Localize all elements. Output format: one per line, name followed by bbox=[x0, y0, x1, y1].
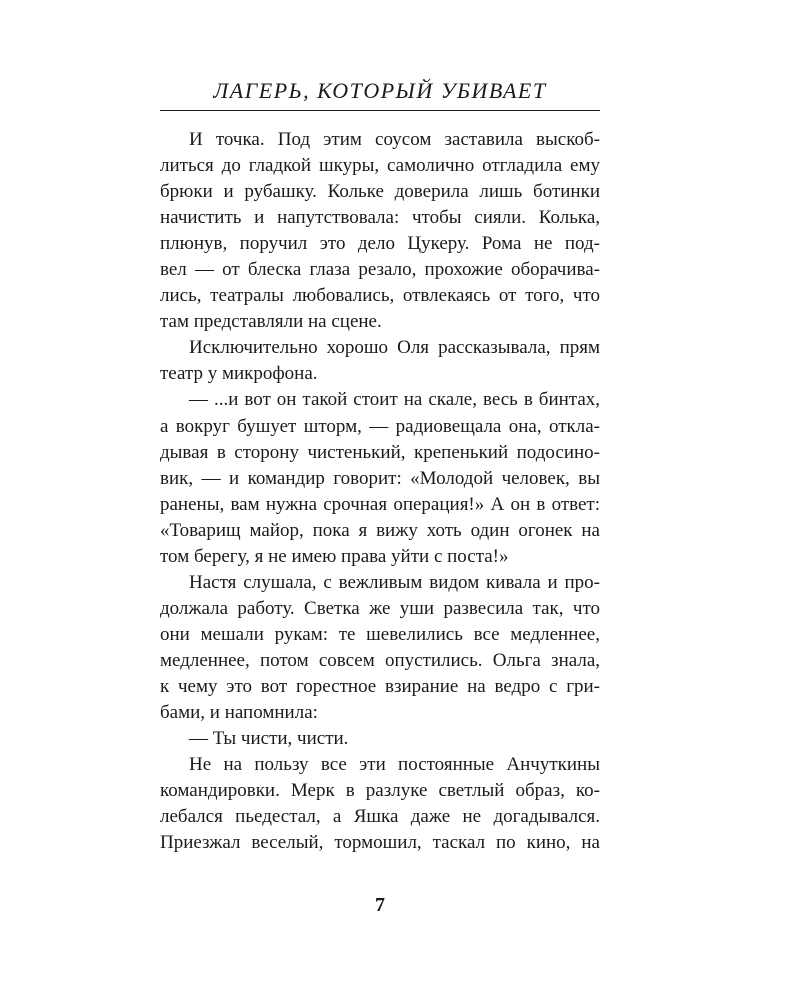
text-line: вик, — и командир говорит: «Молодой человек, вы bbox=[160, 467, 600, 489]
text-line: И точка. Под этим соусом заставила выскоб- bbox=[189, 129, 600, 150]
text-line: лебался пьедестал, а Яшка даже не догадывался. bbox=[160, 806, 600, 828]
text-line: должала работу. Светка же уши развесила так, что bbox=[160, 597, 600, 619]
text-line: театр у микрофона. bbox=[160, 363, 318, 385]
header-rule bbox=[160, 110, 600, 111]
text-line: вел — от блеска глаза резало, прохожие оборачива- bbox=[160, 259, 600, 281]
text-line: к чему это вот горестное взирание на ведро с гри- bbox=[160, 675, 600, 697]
text-line: ранены, вам нужна срочная операция!» А он в ответ: bbox=[160, 493, 600, 515]
text-line: начистить и напутствовала: чтобы сияли. Колька, bbox=[160, 207, 600, 229]
text-line: «Товарищ майор, пока я вижу хоть один огонек на bbox=[160, 519, 600, 541]
body-text bbox=[160, 127, 600, 856]
text-line: — ...и вот он такой стоит на скале, весь в бинтах, bbox=[189, 389, 600, 411]
text-line: а вокруг бушует шторм, — радиовещала она, откла- bbox=[160, 415, 600, 437]
text-line: они мешали рукам: те шевелились все медленнее, bbox=[160, 623, 600, 645]
text-line: брюки и рубашку. Кольке доверила лишь ботинки bbox=[160, 181, 600, 203]
text-line: Не на пользу все эти постоянные Анчуткины bbox=[189, 754, 600, 776]
text-line: Настя слушала, с вежливым видом кивала и про- bbox=[189, 571, 600, 593]
text-line: командировки. Мерк в разлуке светлый образ, ко- bbox=[160, 780, 600, 802]
text-line: плюнув, поручил это дело Цукеру. Рома не под- bbox=[160, 233, 600, 255]
text-line: Исключительно хорошо Оля рассказывала, прям bbox=[189, 337, 600, 359]
text-line: бами, и напомнила: bbox=[160, 702, 318, 724]
text-line: лись, театралы любовались, отвлекаясь от того, что bbox=[160, 285, 600, 307]
text-line: литься до гладкой шкуры, самолично отгладила ему bbox=[160, 155, 600, 177]
text-line: том берегу, я не имею права уйти с поста!» bbox=[160, 545, 509, 567]
text-line: дывая в сторону чистенький, крепенький подосино- bbox=[160, 441, 600, 463]
text-line: там представляли на сцене. bbox=[160, 311, 382, 333]
page-number: 7 bbox=[375, 894, 385, 916]
text-line: — Ты чисти, чисти. bbox=[189, 728, 349, 750]
text-line: Приезжал веселый, тормошил, таскал по кино, на bbox=[160, 832, 600, 854]
running-title: ЛАГЕРЬ, КОТОРЫЙ УБИВАЕТ bbox=[213, 78, 547, 103]
text-line: медленнее, потом совсем опустились. Ольга знала, bbox=[160, 649, 600, 671]
